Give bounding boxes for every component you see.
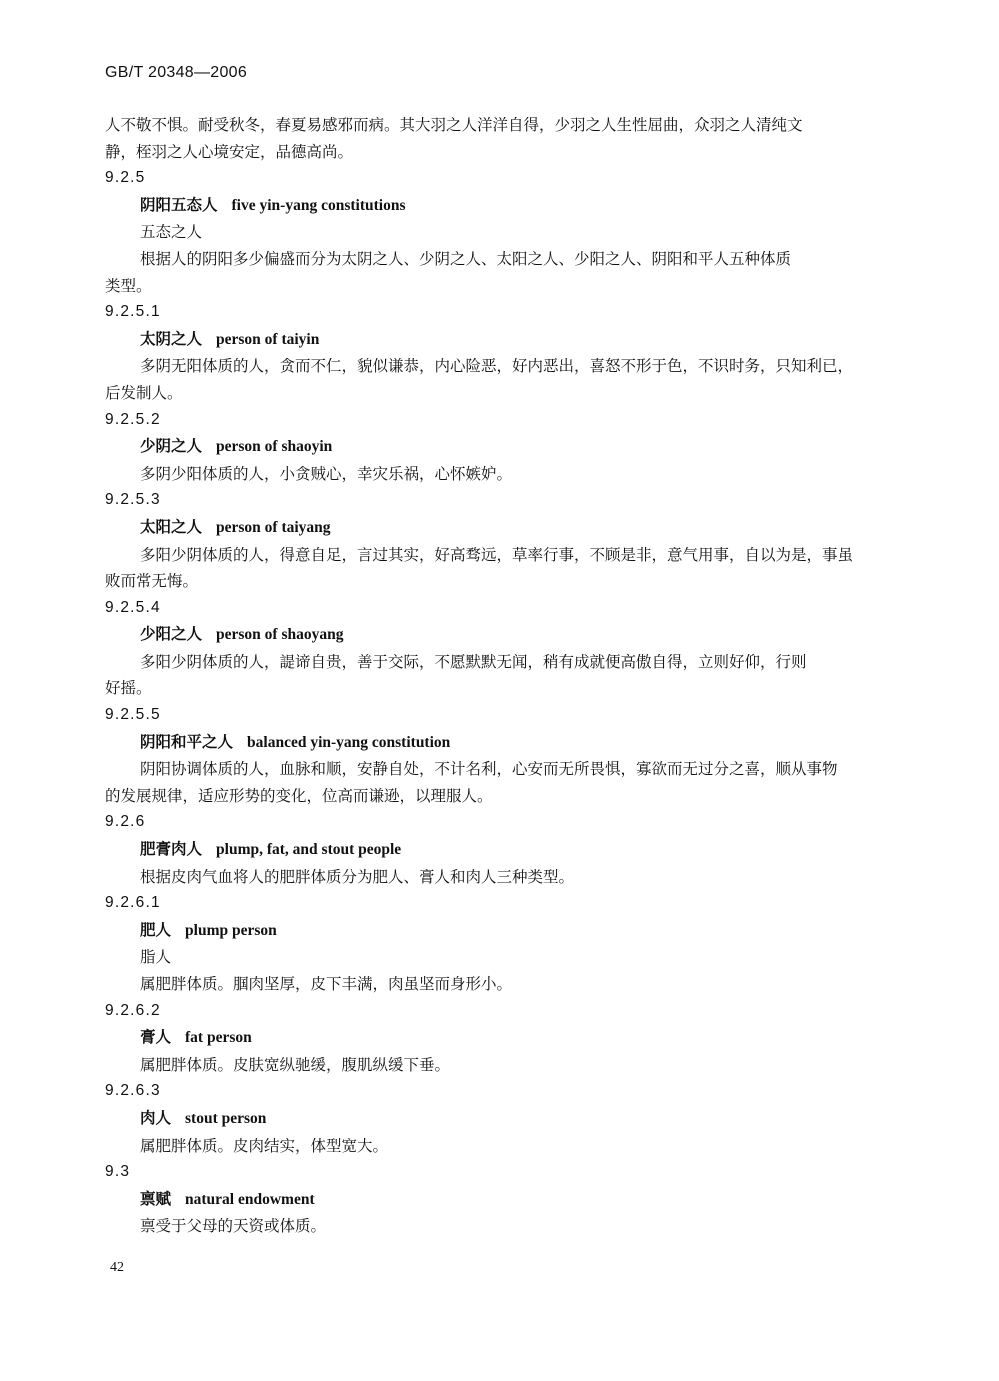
- definition-line: 好摇。: [105, 679, 152, 698]
- term-heading: [105, 1024, 895, 1052]
- section-number: 9.2.5.1: [105, 303, 161, 321]
- intro-line-2: 静，桎羽之人心境安定，品德高尚。: [105, 142, 354, 161]
- term-chinese: 太阳之人: [140, 517, 203, 536]
- term-heading: [105, 514, 895, 542]
- term-heading: [105, 917, 895, 945]
- term-chinese: 禀赋: [140, 1189, 172, 1208]
- term-chinese: 阴阳五态人: [140, 195, 218, 214]
- section-number: 9.2.5.5: [105, 706, 161, 724]
- term-english: stout person: [185, 1109, 267, 1127]
- term-heading: [105, 729, 895, 757]
- definition-line: 多阴无阳体质的人，贪而不仁，貌似谦恭，内心险恶，好内恶出，喜怒不形于色，不识时务，只知利已，: [140, 357, 854, 376]
- section-number: 9.2.5.2: [105, 410, 161, 428]
- definition-line: 属肥胖体质。腘肉坚厚，皮下丰满，肉虽坚而身形小。: [140, 975, 513, 993]
- definition-line: 阴阳协调体质的人，血脉和顺，安静自处，不计名利，心安而无所畏惧，寡欲而无过分之喜，顺从事物: [140, 760, 838, 779]
- term-chinese: 肥膏肉人: [140, 840, 203, 859]
- term-chinese: 太阴之人: [140, 329, 203, 348]
- definition-line: 后发制人。: [105, 383, 183, 402]
- definition-line: 根据皮肉气血将人的肥胖体质分为肥人、膏人和肉人三种类型。: [140, 867, 575, 886]
- section-number: 9.2.5: [105, 169, 146, 187]
- term-chinese: 膏人: [140, 1028, 172, 1047]
- term-english: person of taiyang: [216, 518, 331, 536]
- standard-header: GB/T 20348—2006: [105, 64, 248, 81]
- section-number: 9.2.6.3: [105, 1082, 161, 1100]
- term-chinese: 肥人: [140, 920, 172, 939]
- definition-line: 属肥胖体质。皮肉结实，体型宽大。: [140, 1136, 389, 1155]
- term-heading: [105, 192, 895, 220]
- term-english: person of shaoyin: [216, 438, 333, 456]
- term-heading: [105, 621, 895, 649]
- definition-line: 多阴少阳体质的人，小贪贼心，幸灾乐祸，心怀嫉妒。: [140, 464, 513, 483]
- term-chinese: 少阳之人: [140, 625, 203, 644]
- definition-line: 多阳少阴体质的人，得意自足，言过其实，好高骛远，草率行事，不顾是非，意气用事，自以为是，事虽: [140, 545, 854, 564]
- definition-line: 类型。: [105, 276, 152, 295]
- term-synonym: 五态之人: [140, 223, 203, 242]
- section-number: 9.3: [105, 1163, 131, 1181]
- section-number: 9.2.6: [105, 813, 146, 831]
- term-heading: [105, 836, 895, 864]
- intro-line-1: 人不敬不惧。耐受秋冬，春夏易感邪而病。其大羽之人洋洋自得，少羽之人生性屈曲，众羽之人清纯文: [105, 116, 803, 134]
- term-heading: [105, 433, 895, 461]
- term-english: balanced yin-yang constitution: [247, 733, 451, 751]
- term-english: plump, fat, and stout people: [216, 841, 402, 859]
- section-number: 9.2.6.2: [105, 1001, 161, 1019]
- term-english: plump person: [185, 921, 277, 939]
- definition-line: 根据人的阴阳多少偏盛而分为太阴之人、少阴之人、太阳之人、少阳之人、阴阳和平人五种体质: [140, 249, 792, 268]
- document-body: [105, 112, 895, 1240]
- term-english: fat person: [185, 1029, 252, 1047]
- definition-line: 属肥胖体质。皮肤宽纵驰缓，腹肌纵缓下垂。: [140, 1055, 451, 1074]
- definition-line: 败而常无悔。: [105, 572, 199, 591]
- definition-line: 多阳少阴体质的人，諟谛自贵，善于交际，不愿默默无闻，稍有成就便高傲自得，立则好仰，行则: [140, 652, 807, 671]
- definition-line: 的发展规律，适应形势的变化，位高而谦逊，以理服人。: [105, 786, 493, 805]
- term-english: person of taiyin: [216, 330, 320, 348]
- section-number: 9.2.5.4: [105, 598, 161, 616]
- term-english: five yin-yang constitutions: [231, 196, 406, 214]
- page-number: 42: [110, 1260, 124, 1275]
- term-heading: [105, 1186, 895, 1214]
- term-chinese: 肉人: [140, 1108, 172, 1127]
- term-chinese: 少阴之人: [140, 437, 203, 456]
- term-english: natural endowment: [185, 1190, 315, 1208]
- term-chinese: 阴阳和平之人: [140, 732, 234, 751]
- term-heading: [105, 326, 895, 354]
- term-heading: [105, 1105, 895, 1133]
- term-synonym: 脂人: [140, 948, 172, 967]
- definition-line: 禀受于父母的天资或体质。: [140, 1217, 327, 1236]
- section-number: 9.2.5.3: [105, 491, 161, 509]
- term-english: person of shaoyang: [216, 626, 344, 644]
- section-number: 9.2.6.1: [105, 894, 161, 912]
